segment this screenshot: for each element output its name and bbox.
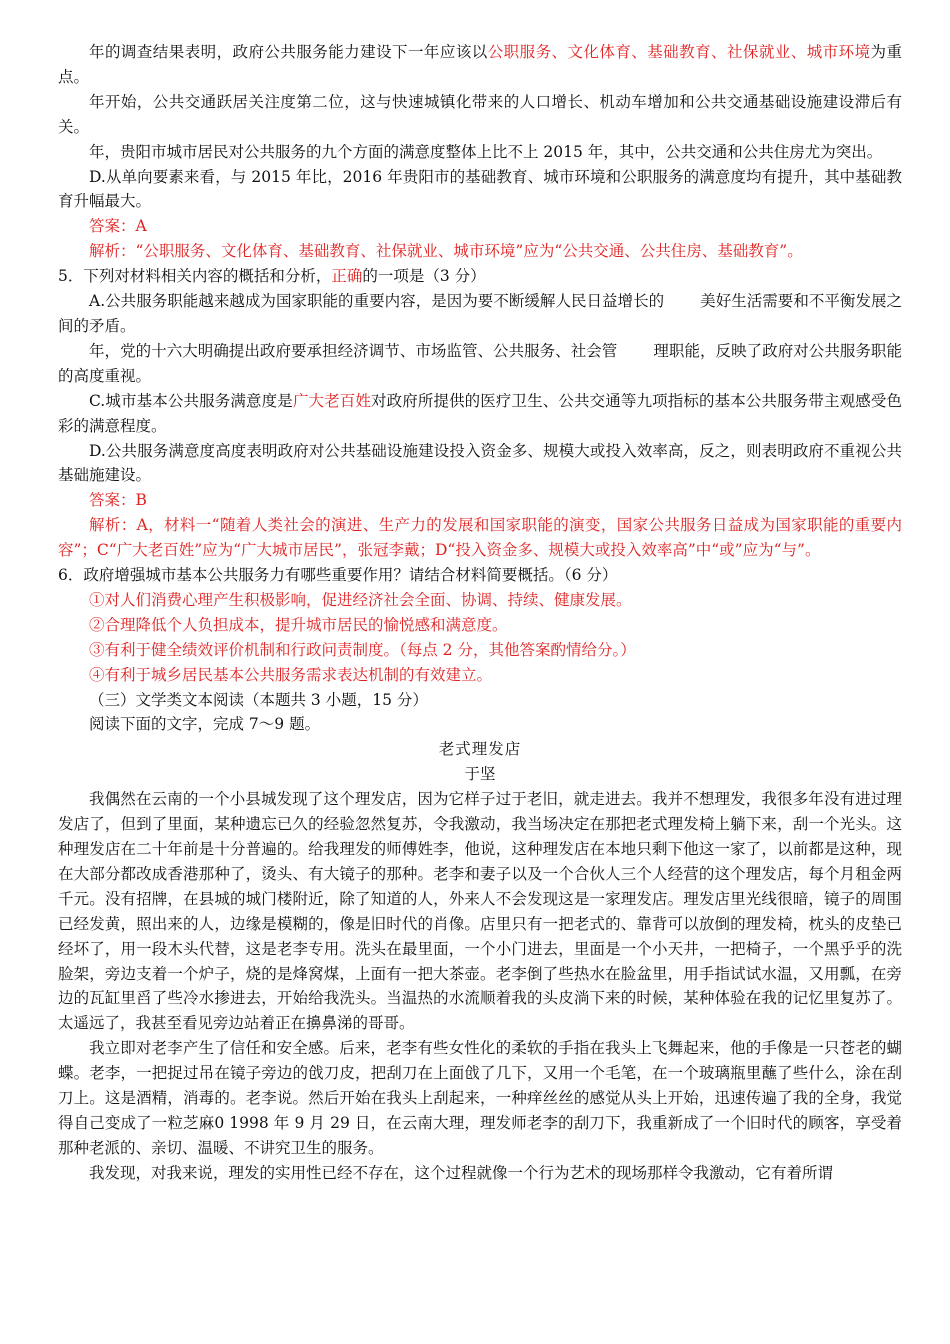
q5-option-b: 年，党的十六大明确提出政府要承担经济调节、市场监管、公共服务、社会管 理职能，反映了政府对公共服务职能的高度重视。	[58, 341, 902, 385]
q5-stem: 5．下列对材料相关内容的概括和分析，正确的一项是（3 分）	[58, 267, 486, 286]
q5-option-c-highlight: 广大老百姓	[292, 391, 371, 410]
article-title: 老式理发店	[438, 740, 522, 759]
q5-analysis: 解析：A，材料一“随着人类社会的演进、生产力的发展和国家职能的演变，国家公共服务日益成为国家职能的重要内容”；C“广大老百姓”应为“广大城市居民”，张冠李戴；D“投入资金多、规模大或投入效率高”中“或”应为“与”。	[58, 516, 902, 560]
article-paragraph-2: 我立即对老李产生了信任和安全感。后来，老李有些女性化的柔软的手指在我头上飞舞起来，他的手像是一只苍老的蝴蝶。老李，一把捉过吊在镜子旁边的戗刀皮，把刮刀在上面戗了几下，又用一个毛笔，在一个玻璃瓶里蘸了些什么，涂在刮刀上。这是酒精，消毒的。老李说。然后开始在我头上刮起来，一种痒丝丝的感觉从头上开始，迅速传遍了我的全身，我觉得自己变成了一粒芝麻0 1998 年 9 月 29 日，在云南大理，理发师老李的刮刀下，我重新成了一个旧时代的顾客，享受着那种老派的、亲切、温暖、不讲究卫生的服务。	[58, 1039, 902, 1157]
document-page	[58, 40, 902, 1186]
q4-analysis: 解析：“公职服务、文化体育、基础教育、社保就业、城市环境”应为“公共交通、公共住房、基础教育”。	[89, 242, 803, 261]
q4-option-d: D.从单向要素来看，与 2015 年比，2016 年贵阳市的基础教育、城市环境和公职服务的满意度均有提升，其中基础教育升幅最大。	[58, 167, 902, 211]
q4-option-c: 年，贵阳市城市居民对公共服务的九个方面的满意度整体上比不上 2015 年，其中，公共交通和公共住房尤为突出。	[89, 142, 883, 161]
article-paragraph-1: 我偶然在云南的一个小县城发现了这个理发店，因为它样子过于老旧，就走进去。我并不想理发，我很多年没有进过理发店了，但到了里面，某种遗忘已久的经验忽然复苏，令我激动，我当场决定在那把老式理发椅上躺下来，刮一个光头。这种理发店在二十年前是十分普遍的。给我理发的师傅姓李，他说，这种理发店在本地只剩下他这一家了，以前都是这种，现在大部分都改成香港那种了，烫头、有大镜子的那种。老李和妻子以及一个合伙人三个人经营的这个理发店，每个月租金两千元。没有招牌，在县城的城门楼附近，除了知道的人，外来人不会发现这是一家理发店。理发店里光线很暗，镜子的周围已经发黄，照出来的人，边缘是模糊的，像是旧时代的肖像。店里只有一把老式的、靠背可以放倒的理发椅，枕头的皮垫已经坏了，用一段木头代替，这是老李专用。洗头在最里面，一个小门进去，里面是一个小天井，一把椅子，一个黑乎乎的洗脸架，旁边支着一个炉子，烧的是烽窝煤，上面有一把大茶壶。老李倒了些热水在脸盆里，用手指试试水温，又用瓢，在旁边的瓦缸里舀了些冷水掺进去，开始给我洗头。当温热的水流顺着我的头皮淌下来的时候，某种体验在我的记忆里复苏了。太遥远了，我甚至看见旁边站着正在擤鼻涕的哥哥。	[58, 790, 902, 1033]
q5-stem-highlight: 正确	[331, 267, 363, 286]
q4-option-b: 年开始，公共交通跃居关注度第二位，这与快速城镇化带来的人口增长、机动车增加和公共交通基础设施建设滞后有关。	[58, 92, 902, 136]
q5-option-a: A.公共服务职能越来越成为国家职能的重要内容，是因为要不断缓解人民日益增长的 美好生活需要和不平衡发展之间的矛盾。	[58, 292, 902, 335]
q4-option-a-highlight: 公职服务、文化体育、基础教育、社保就业、城市环境	[487, 43, 871, 61]
section-instruction: 阅读下面的文字，完成 7～9 题。	[89, 715, 321, 734]
section-heading: （三）文学类文本阅读（本题共 3 小题，15 分）	[89, 690, 428, 709]
q6-stem: 6．政府增强城市基本公共服务力有哪些重要作用？请结合材料简要概括。（6 分）	[58, 566, 618, 585]
q5-answer: 答案：B	[89, 491, 147, 510]
q4-option-a: 年的调查结果表明，政府公共服务能力建设下一年应该以公职服务、文化体育、基础教育、社保就业、城市环境为重点。	[58, 43, 902, 86]
q6-answer-3: ③有利于健全绩效评价机制和行政问责制度。（每点 2 分，其他答案酌情给分。）	[89, 640, 636, 659]
article-paragraph-3: 我发现，对我来说，理发的实用性已经不存在，这个过程就像一个行为艺术的现场那样令我激动，它有着所谓	[89, 1163, 834, 1182]
q6-answer-2: ②合理降低个人负担成本，提升城市居民的愉悦感和满意度。	[89, 615, 508, 634]
q5-option-c: C.城市基本公共服务满意度是广大老百姓对政府所提供的医疗卫生、公共交通等九项指标的基本公共服务带主观感受色彩的满意程度。	[58, 391, 902, 435]
q4-answer: 答案：A	[89, 217, 147, 236]
q6-answer-1: ①对人们消费心理产生积极影响，促进经济社会全面、协调、持续、健康发展。	[89, 590, 632, 609]
q6-answer-4: ④有利于城乡居民基本公共服务需求表达机制的有效建立。	[89, 665, 493, 684]
q5-option-d: D.公共服务满意度高度表明政府对公共基础设施建设投入资金多、规模大或投入效率高，反之，则表明政府不重视公共基础施建设。	[58, 441, 902, 485]
article-author: 于坚	[464, 765, 496, 784]
